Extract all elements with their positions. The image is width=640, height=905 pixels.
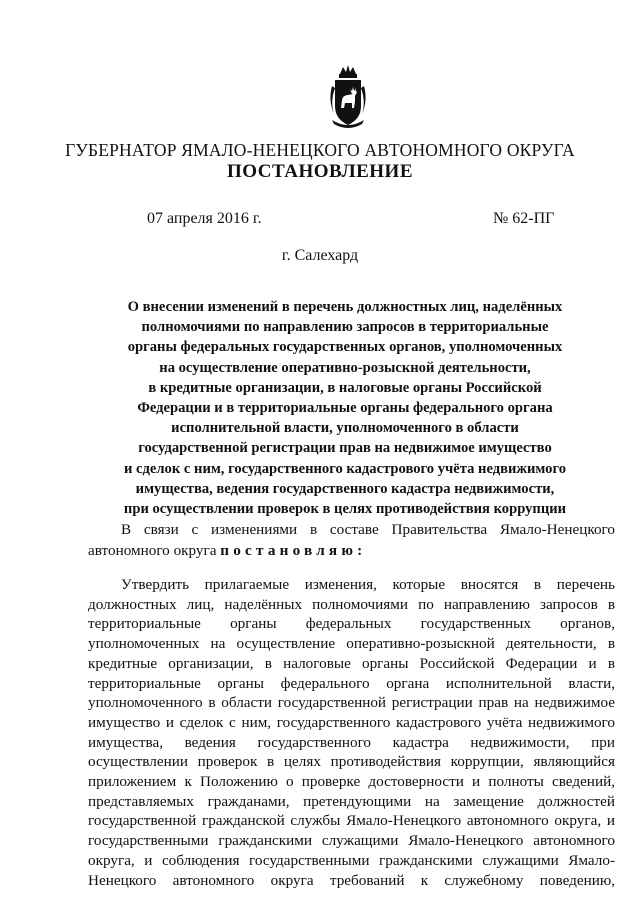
body-line: осуществлении проверок в целях противодействия коррупции, являющийся bbox=[88, 753, 615, 771]
body-line: представляемых гражданами, претендующими на замещение должностей bbox=[88, 792, 615, 810]
title-line: при осуществлении проверок в целях противодействия коррупции bbox=[123, 501, 567, 518]
document-type: ПОСТАНОВЛЕНИЕ bbox=[226, 161, 414, 182]
preamble-line bbox=[88, 541, 615, 562]
title-line: исполнительной власти, уполномоченного в области bbox=[171, 420, 519, 437]
preamble-line: В связи с изменениями в составе Правительства Ямало-Ненецкого bbox=[121, 521, 615, 538]
body-line: имущества, ведения государственного кадастра недвижимости, при bbox=[88, 733, 615, 751]
title-line: имущества, ведения государственного кадастра недвижимости, bbox=[135, 480, 555, 497]
title-line: в кредитные организации, в налоговые органы Российской bbox=[148, 379, 542, 396]
coat-of-arms-icon bbox=[326, 64, 370, 130]
body-line: государственной гражданской службы Ямало-Ненецкого автономного округа, и bbox=[88, 812, 615, 830]
title-line: и сделок с ним, государственного кадастрового учёта недвижимого bbox=[123, 460, 567, 477]
document-date: 07 апреля 2016 г. bbox=[147, 210, 262, 227]
body-line: приложением к Положению о проверке достоверности и полноты сведений, bbox=[88, 773, 615, 791]
document-place: г. Салехард bbox=[281, 247, 359, 264]
body-paragraph bbox=[88, 575, 615, 890]
body-line: округа, и соблюдения государственными гражданскими служащими Ямало- bbox=[88, 851, 615, 869]
document-title bbox=[100, 297, 590, 519]
preamble-paragraph bbox=[88, 520, 615, 561]
title-line: на осуществление оперативно-розыскной деятельности, bbox=[159, 359, 531, 376]
body-line: Ненецкого автономного округа требований к служебному поведению, bbox=[88, 871, 615, 889]
body-line: должностных лиц, наделённых полномочиями по направлению запросов в bbox=[88, 595, 615, 613]
title-line: О внесении изменений в перечень должностных лиц, наделённых bbox=[127, 299, 563, 315]
preamble-text: автономного округа bbox=[88, 541, 221, 559]
title-line: Федерации и в территориальные органы федерального органа bbox=[137, 400, 553, 417]
title-line: органы федеральных государственных органов, уполномоченных bbox=[127, 339, 563, 356]
body-line: уполномоченного в области государственной регистрации прав на недвижимое bbox=[88, 694, 615, 712]
body-line: уполномоченных на осуществление оперативно-розыскной деятельности, в bbox=[88, 635, 615, 653]
resolve-keyword: постановляю: bbox=[220, 541, 367, 559]
body-line: имущество и сделок с ним, государственного кадастрового учёта недвижимого bbox=[88, 713, 615, 731]
organization-name: ГУБЕРНАТОР ЯМАЛО-НЕНЕЦКОГО АВТОНОМНОГО ОКРУГА bbox=[65, 140, 575, 160]
body-line: территориальные органы федерального органа исполнительной власти, bbox=[88, 674, 615, 692]
document-number: № 62-ПГ bbox=[493, 210, 555, 227]
title-line: полномочиями по направлению запросов в территориальные bbox=[141, 319, 549, 336]
body-line: государственными гражданскими служащими Ямало-Ненецкого автономного bbox=[88, 832, 615, 850]
body-line: кредитные организации, в налоговые органы Российской Федерации и в bbox=[88, 654, 615, 672]
body-line: территориальные органы федеральных государственных органов, bbox=[88, 615, 615, 633]
title-line: государственной регистрации прав на недвижимое имущество bbox=[138, 440, 552, 457]
body-line: Утвердить прилагаемые изменения, которые вносятся в перечень bbox=[121, 576, 615, 593]
